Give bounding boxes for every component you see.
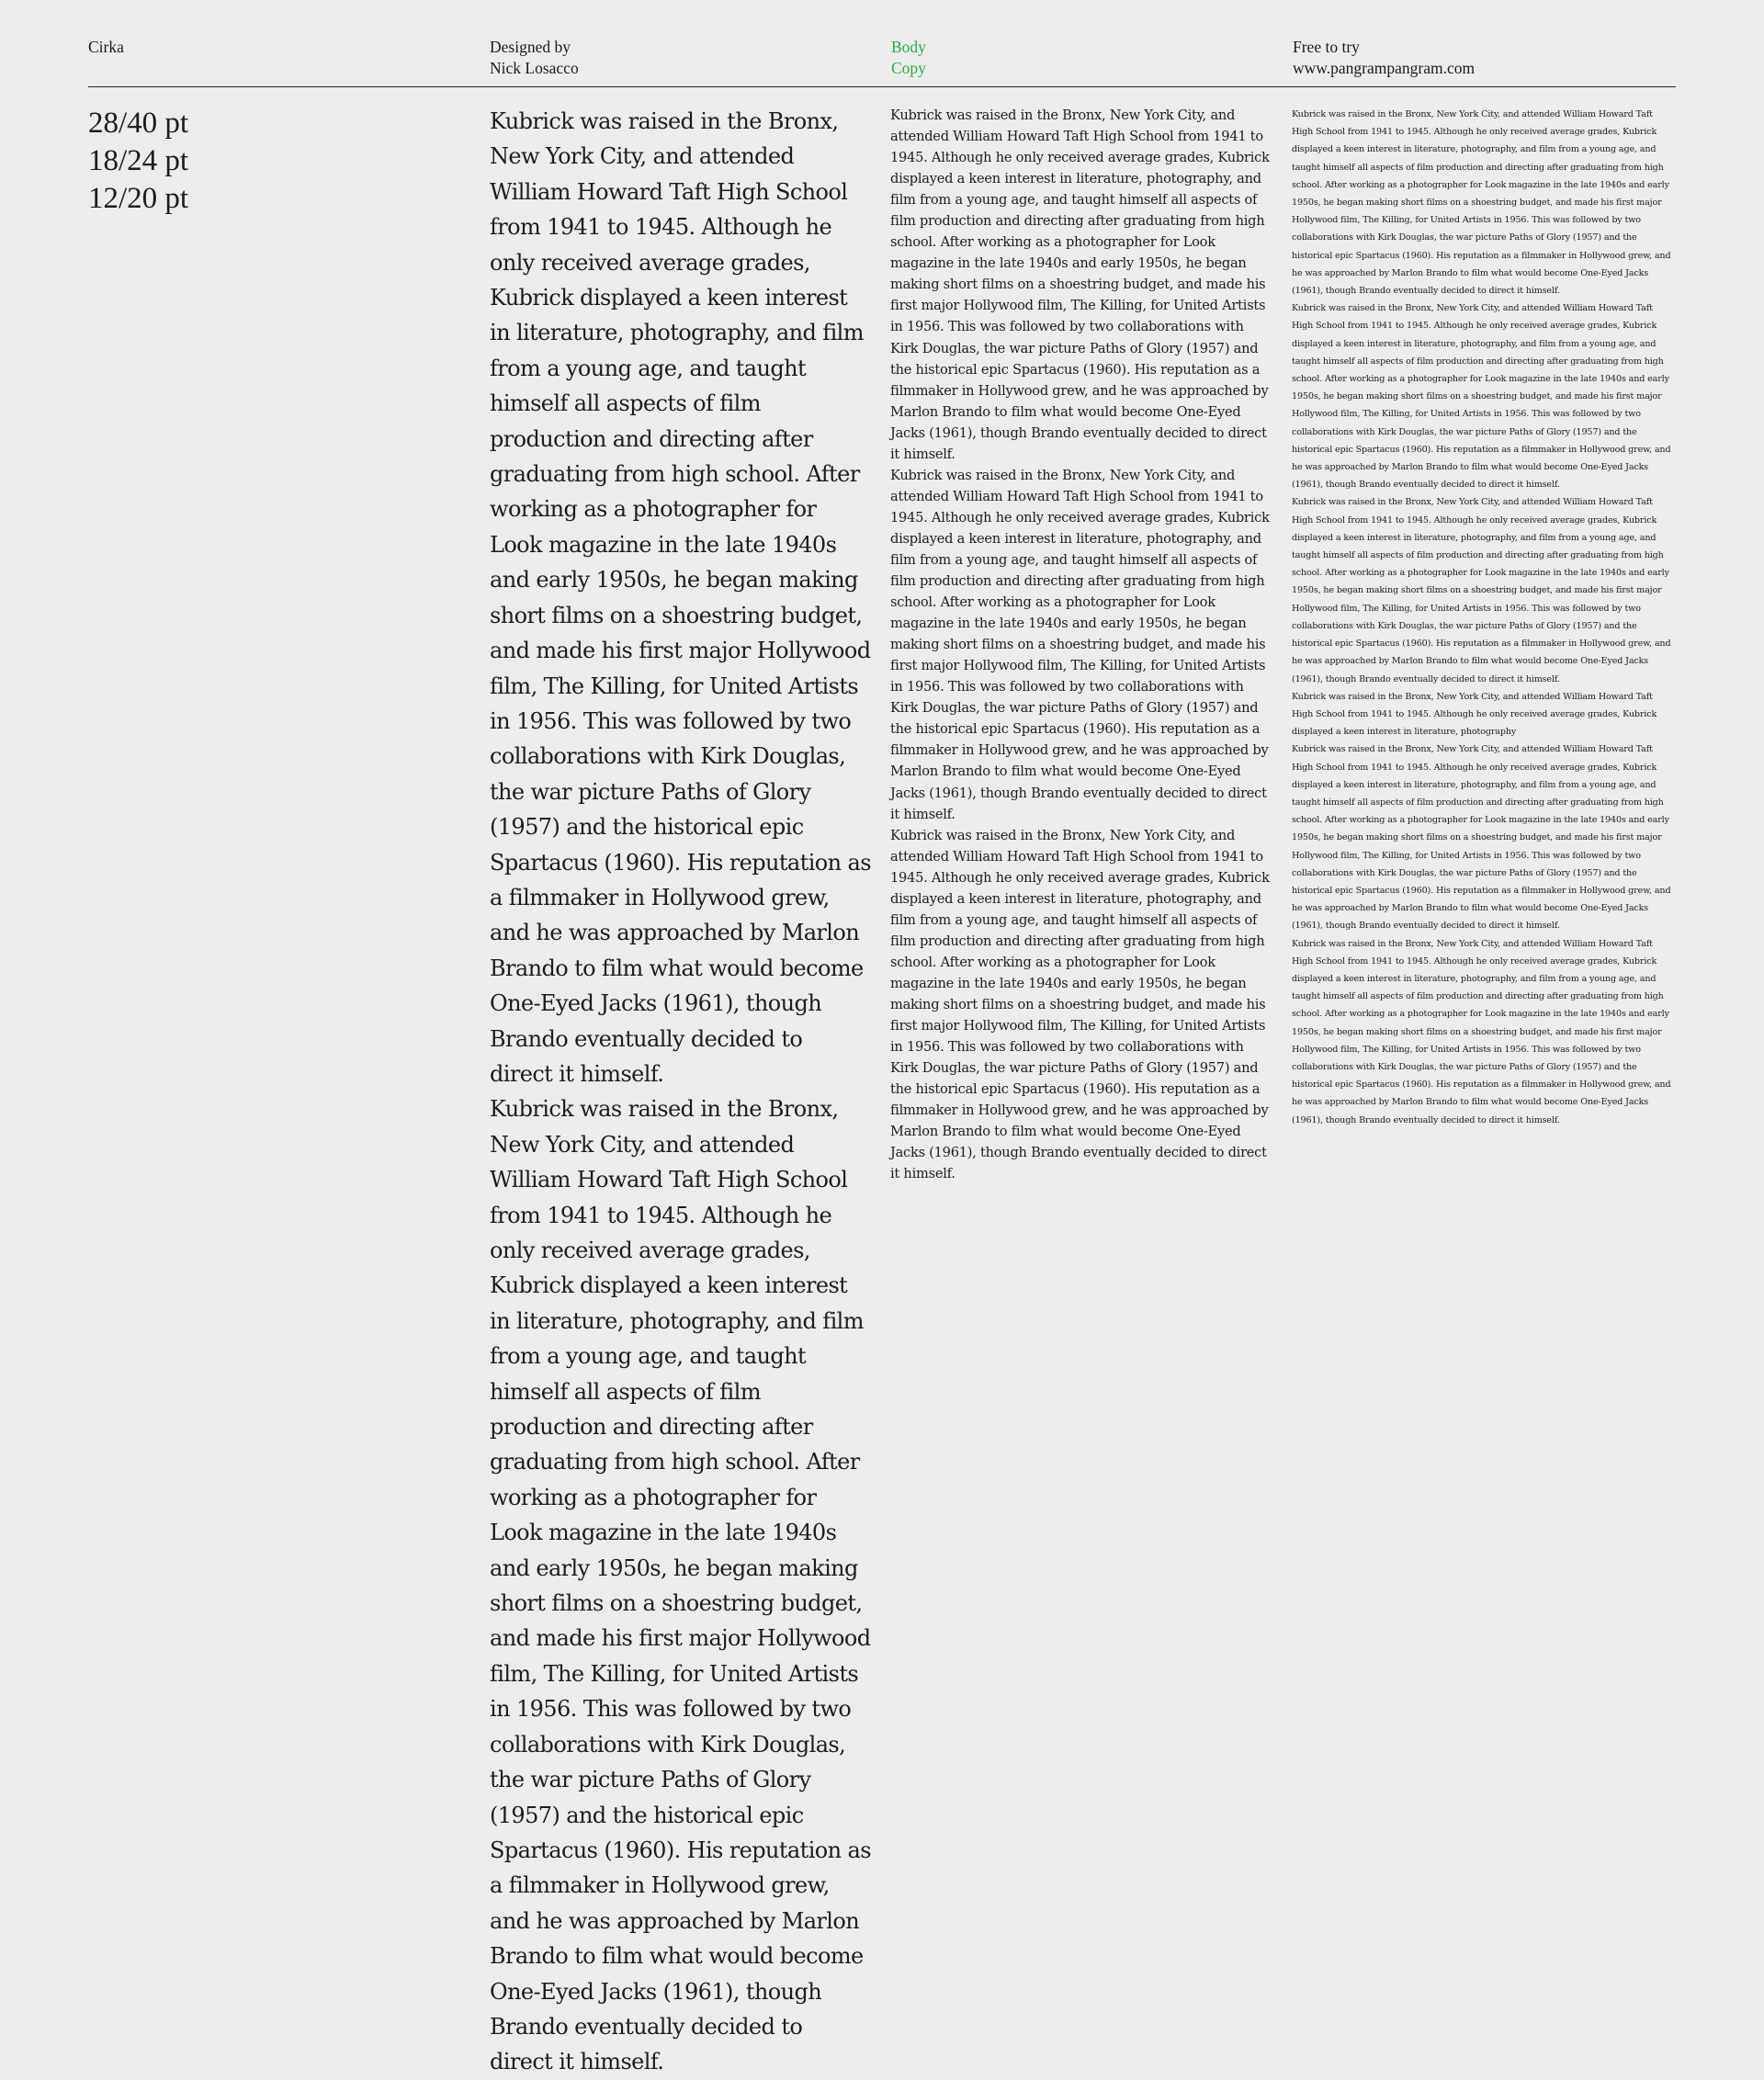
size-list	[88, 105, 188, 218]
size-label-12-20: 12/20 pt	[88, 182, 189, 215]
sample-paragraph: Kubrick was raised in the Bronx, New York City, and attended William Howard Taft High School from 1941 to 1945. Although he only received average grades, Kubrick displayed a keen interest in literature, photography, and film from a young age, and taught himself all aspects of film production and directing after graduating from high school. After working as a photographer for Look magazine in the late 1940s and early 1950s, he began making short films on a shoestring budget, and made his first major Hollywood film, The Killing, for United Artists in 1956. This was followed by two collaborations with Kirk Douglas, the war picture Paths of Glory (1957) and the historical epic Spartacus (1960). His reputation as a filmmaker in Hollywood grew, and he was approached by Marlon Brando to film what would become One-Eyed Jacks (1961), though Brando eventually decided to direct it himself.	[490, 1096, 871, 2075]
size-label-18-24: 18/24 pt	[88, 144, 189, 177]
designer-label: Designed by	[490, 38, 571, 56]
category-line-2: Copy	[891, 59, 926, 77]
sample-column-28pt	[490, 104, 871, 2075]
font-name: Cirka	[88, 38, 124, 56]
cta-column	[1293, 37, 1475, 79]
sample-paragraph: Kubrick was raised in the Bronx, New York City, and attended William Howard Taft High School from 1941 to 1945. Although he only received average grades, Kubrick displayed a keen interest in literature, photography, and film from a young age, and taught himself all aspects of film production and directing after graduating from high school. After working as a photographer for Look magazine in the late 1940s and early 1950s, he began making short films on a shoestring budget, and made his first major Hollywood film, The Killing, for United Artists in 1956. This was followed by two collaborations with Kirk Douglas, the war picture Paths of Glory (1957) and the historical epic Spartacus (1960). His reputation as a filmmaker in Hollywood grew, and he was approached by Marlon Brando to film what would become One-Eyed Jacks (1961), though Brando eventually decided to direct it himself.	[1292, 109, 1671, 297]
cta-label: Free to try	[1293, 38, 1360, 56]
designer-name: Nick Losacco	[490, 59, 579, 77]
size-label-28-40: 28/40 pt	[88, 107, 189, 140]
sample-paragraph: Kubrick was raised in the Bronx, New York City, and attended William Howard Taft High School from 1941 to 1945. Although he only received average grades, Kubrick displayed a keen interest in literature, photography, and film from a young age, and taught himself all aspects of film production and directing after graduating from high school. After working as a photographer for Look magazine in the late 1940s and early 1950s, he began making short films on a shoestring budget, and made his first major Hollywood film, The Killing, for United Artists in 1956. This was followed by two collaborations with Kirk Douglas, the war picture Paths of Glory (1957) and the historical epic Spartacus (1960). His reputation as a filmmaker in Hollywood grew, and he was approached by Marlon Brando to film what would become One-Eyed Jacks (1961), though Brando eventually decided to direct it himself.	[890, 467, 1270, 822]
sample-paragraph-short: Kubrick was raised in the Bronx, New York City, and attended William Howard Taft High School from 1941 to 1945. Although he only received average grades, Kubrick displayed a keen interest in literature, photography	[1292, 691, 1657, 738]
sample-column-18pt	[890, 105, 1272, 1182]
font-name-column	[88, 37, 124, 58]
category-line-1: Body	[891, 38, 926, 56]
sample-paragraph: Kubrick was raised in the Bronx, New York City, and attended William Howard Taft High School from 1941 to 1945. Although he only received average grades, Kubrick displayed a keen interest in literature, photography, and film from a young age, and taught himself all aspects of film production and directing after graduating from high school. After working as a photographer for Look magazine in the late 1940s and early 1950s, he began making short films on a shoestring budget, and made his first major Hollywood film, The Killing, for United Artists in 1956. This was followed by two collaborations with Kirk Douglas, the war picture Paths of Glory (1957) and the historical epic Spartacus (1960). His reputation as a filmmaker in Hollywood grew, and he was approached by Marlon Brando to film what would become One-Eyed Jacks (1961), though Brando eventually decided to direct it himself.	[1292, 497, 1671, 684]
category-column	[891, 37, 926, 79]
cta-url-link[interactable]: www.pangrampangram.com	[1293, 59, 1476, 77]
specimen-header	[88, 37, 1676, 87]
sample-paragraph: Kubrick was raised in the Bronx, New York City, and attended William Howard Taft High School from 1941 to 1945. Although he only received average grades, Kubrick displayed a keen interest in literature, photography, and film from a young age, and taught himself all aspects of film production and directing after graduating from high school. After working as a photographer for Look magazine in the late 1940s and early 1950s, he began making short films on a shoestring budget, and made his first major Hollywood film, The Killing, for United Artists in 1956. This was followed by two collaborations with Kirk Douglas, the war picture Paths of Glory (1957) and the historical epic Spartacus (1960). His reputation as a filmmaker in Hollywood grew, and he was approached by Marlon Brando to film what would become One-Eyed Jacks (1961), though Brando eventually decided to direct it himself.	[1292, 938, 1671, 1125]
sample-paragraph: Kubrick was raised in the Bronx, New York City, and attended William Howard Taft High School from 1941 to 1945. Although he only received average grades, Kubrick displayed a keen interest in literature, photography, and film from a young age, and taught himself all aspects of film production and directing after graduating from high school. After working as a photographer for Look magazine in the late 1940s and early 1950s, he began making short films on a shoestring budget, and made his first major Hollywood film, The Killing, for United Artists in 1956. This was followed by two collaborations with Kirk Douglas, the war picture Paths of Glory (1957) and the historical epic Spartacus (1960). His reputation as a filmmaker in Hollywood grew, and he was approached by Marlon Brando to film what would become One-Eyed Jacks (1961), though Brando eventually decided to direct it himself.	[1292, 303, 1671, 491]
sample-paragraph: Kubrick was raised in the Bronx, New York City, and attended William Howard Taft High School from 1941 to 1945. Although he only received average grades, Kubrick displayed a keen interest in literature, photography, and film from a young age, and taught himself all aspects of film production and directing after graduating from high school. After working as a photographer for Look magazine in the late 1940s and early 1950s, he began making short films on a shoestring budget, and made his first major Hollywood film, The Killing, for United Artists in 1956. This was followed by two collaborations with Kirk Douglas, the war picture Paths of Glory (1957) and the historical epic Spartacus (1960). His reputation as a filmmaker in Hollywood grew, and he was approached by Marlon Brando to film what would become One-Eyed Jacks (1961), though Brando eventually decided to direct it himself.	[890, 827, 1270, 1182]
sample-paragraph: Kubrick was raised in the Bronx, New York City, and attended William Howard Taft High School from 1941 to 1945. Although he only received average grades, Kubrick displayed a keen interest in literature, photography, and film from a young age, and taught himself all aspects of film production and directing after graduating from high school. After working as a photographer for Look magazine in the late 1940s and early 1950s, he began making short films on a shoestring budget, and made his first major Hollywood film, The Killing, for United Artists in 1956. This was followed by two collaborations with Kirk Douglas, the war picture Paths of Glory (1957) and the historical epic Spartacus (1960). His reputation as a filmmaker in Hollywood grew, and he was approached by Marlon Brando to film what would become One-Eyed Jacks (1961), though Brando eventually decided to direct it himself.	[490, 108, 871, 1087]
sample-paragraph: Kubrick was raised in the Bronx, New York City, and attended William Howard Taft High School from 1941 to 1945. Although he only received average grades, Kubrick displayed a keen interest in literature, photography, and film from a young age, and taught himself all aspects of film production and directing after graduating from high school. After working as a photographer for Look magazine in the late 1940s and early 1950s, he began making short films on a shoestring budget, and made his first major Hollywood film, The Killing, for United Artists in 1956. This was followed by two collaborations with Kirk Douglas, the war picture Paths of Glory (1957) and the historical epic Spartacus (1960). His reputation as a filmmaker in Hollywood grew, and he was approached by Marlon Brando to film what would become One-Eyed Jacks (1961), though Brando eventually decided to direct it himself.	[890, 107, 1270, 462]
sample-paragraph: Kubrick was raised in the Bronx, New York City, and attended William Howard Taft High School from 1941 to 1945. Although he only received average grades, Kubrick displayed a keen interest in literature, photography, and film from a young age, and taught himself all aspects of film production and directing after graduating from high school. After working as a photographer for Look magazine in the late 1940s and early 1950s, he began making short films on a shoestring budget, and made his first major Hollywood film, The Killing, for United Artists in 1956. This was followed by two collaborations with Kirk Douglas, the war picture Paths of Glory (1957) and the historical epic Spartacus (1960). His reputation as a filmmaker in Hollywood grew, and he was approached by Marlon Brando to film what would become One-Eyed Jacks (1961), though Brando eventually decided to direct it himself.	[1292, 744, 1671, 932]
designer-column	[490, 37, 579, 79]
sample-column-12pt	[1292, 106, 1676, 1125]
